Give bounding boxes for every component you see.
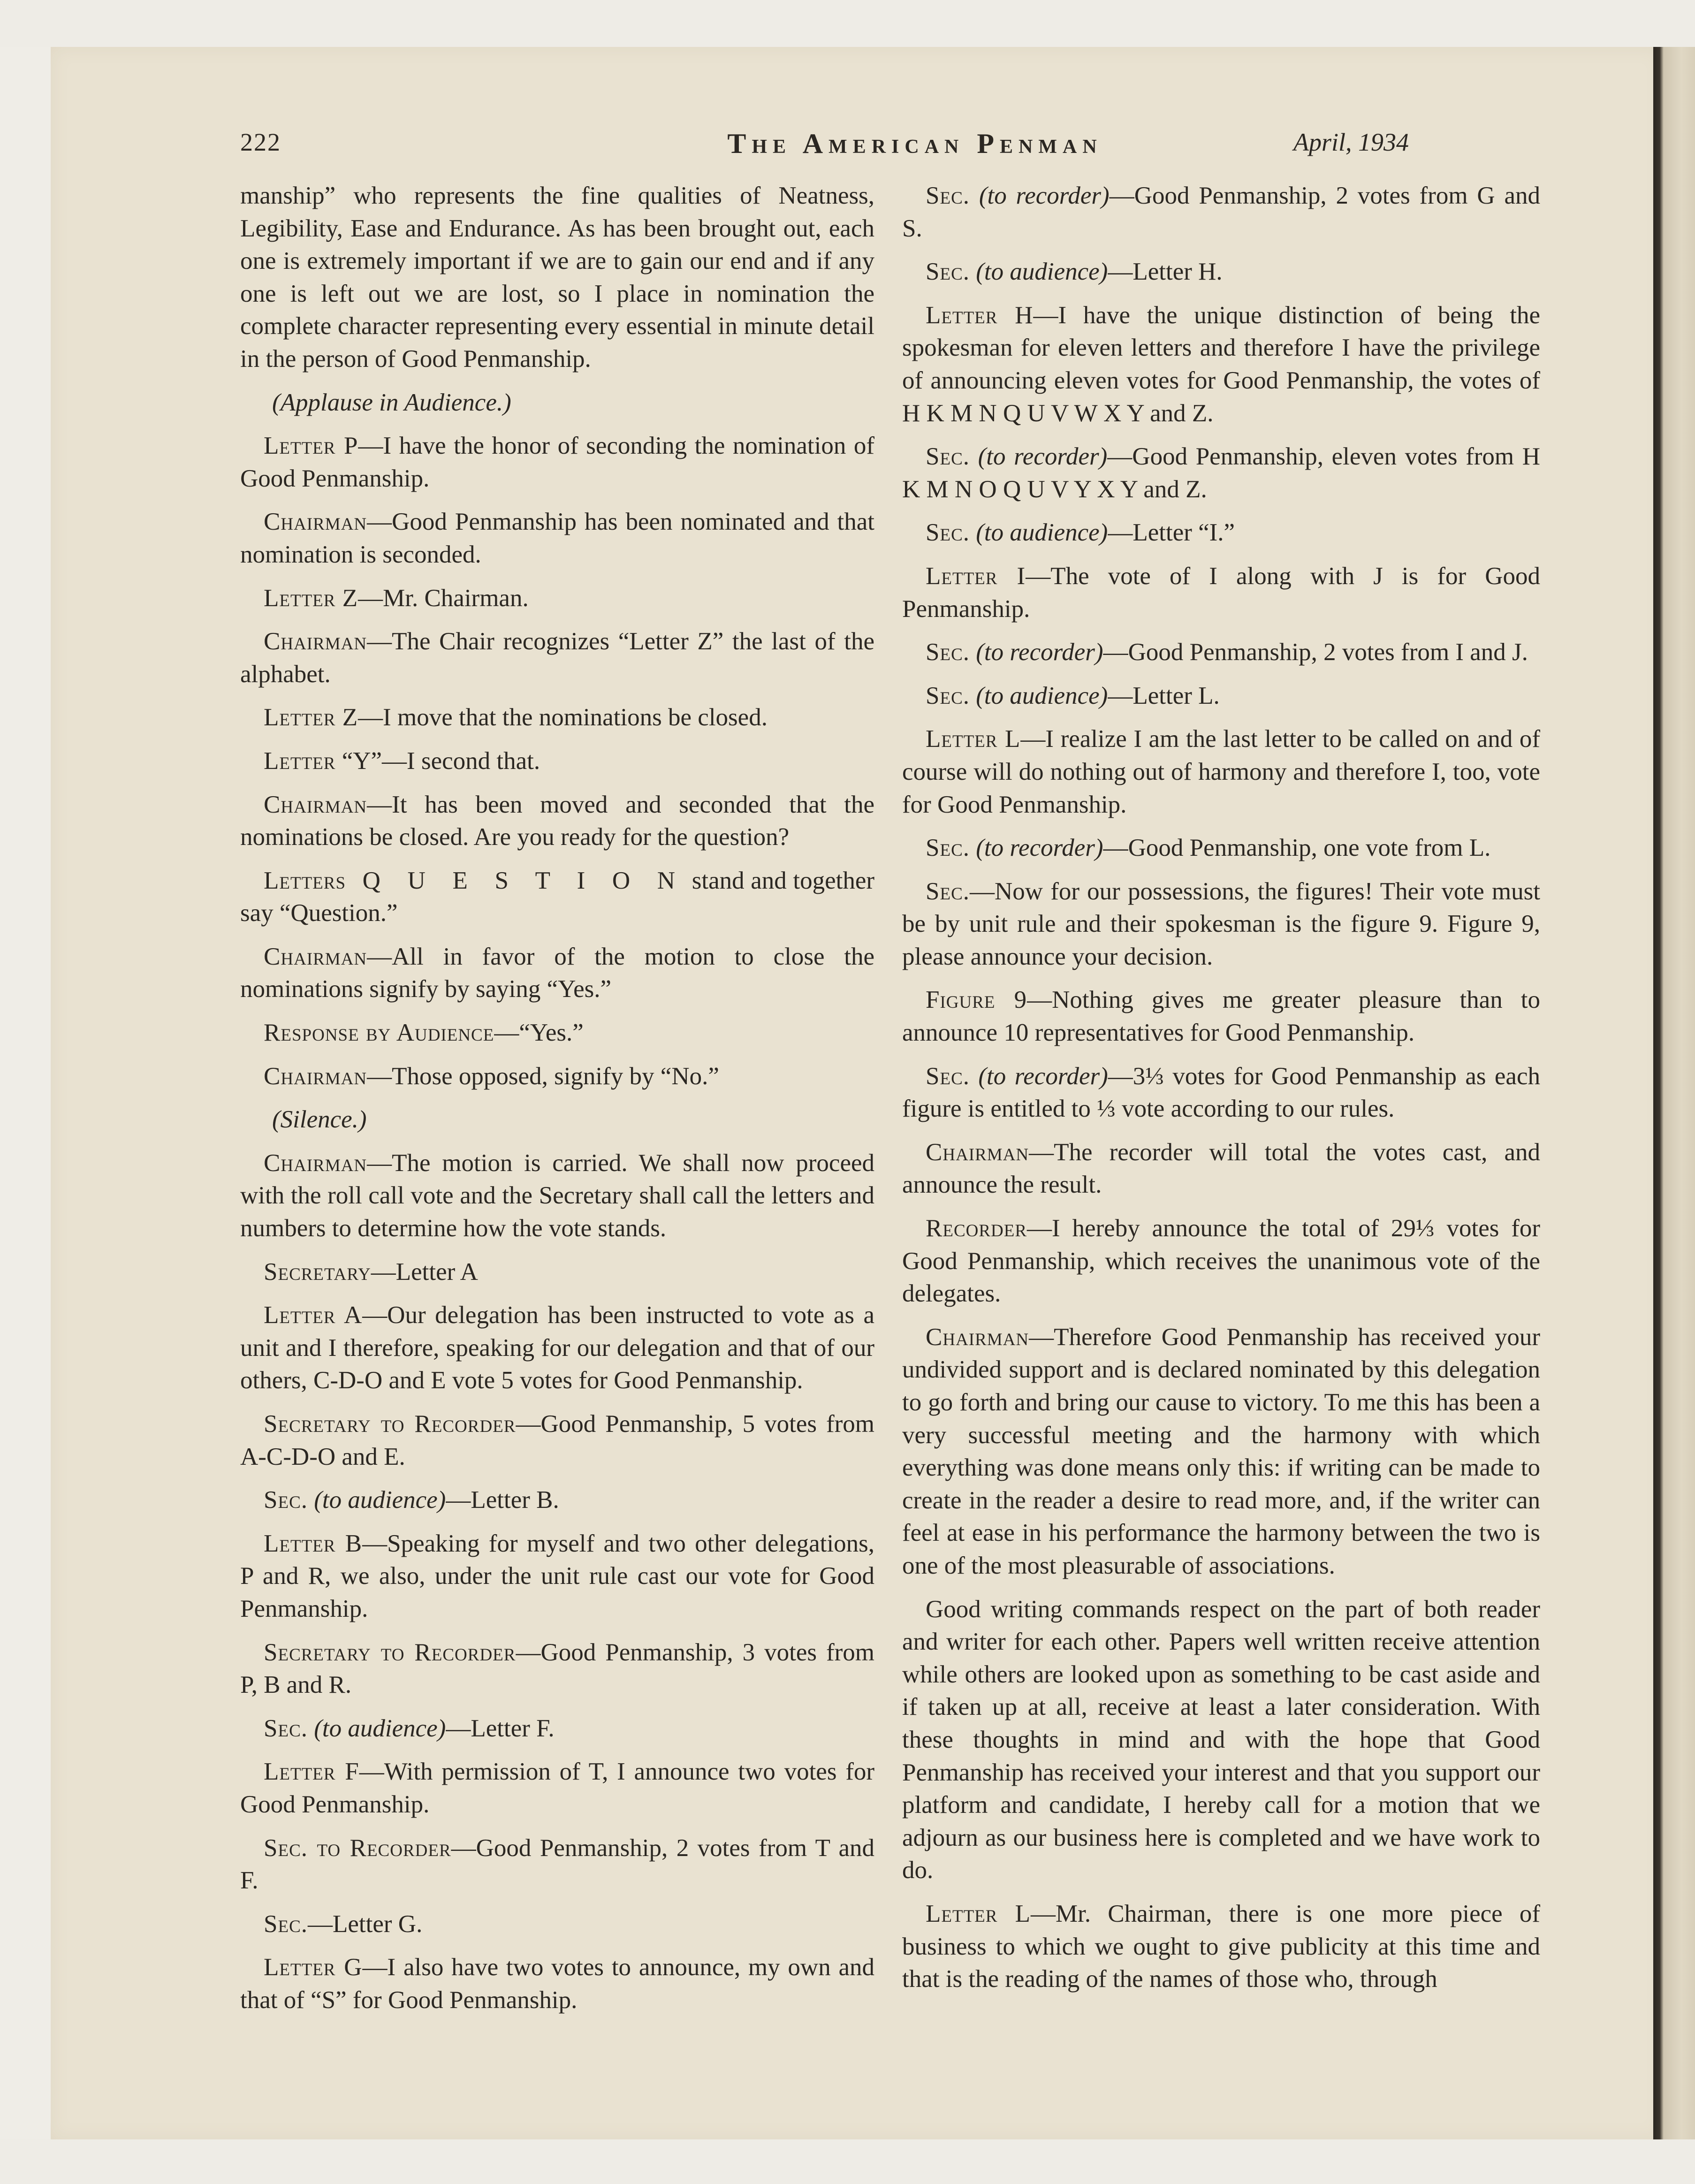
paragraph-text: —Letter L.	[1108, 682, 1220, 709]
dialogue-paragraph	[902, 441, 1540, 506]
stage-direction-inline: (to audience)	[970, 682, 1108, 709]
dialogue-paragraph	[240, 1832, 874, 1897]
paragraph-text: —“Yes.”	[494, 1019, 584, 1047]
dialogue-paragraph	[902, 636, 1540, 669]
dialogue-paragraph	[240, 1408, 874, 1473]
stage-direction-inline: (to recorder)	[970, 639, 1103, 666]
dialogue-paragraph	[902, 984, 1540, 1049]
speaker-name: Chairman	[264, 508, 367, 536]
dialogue-paragraph	[240, 745, 874, 778]
paragraph-text: —Nothing gives me greater pleasure than to announce 10 representatives for Good Penmanship.	[902, 986, 1540, 1047]
dialogue-paragraph	[240, 430, 874, 495]
paragraph-text: —All in favor of the motion to close the nominations signify by saying “Yes.”	[240, 943, 874, 1003]
dialogue-paragraph	[902, 1212, 1540, 1310]
body-paragraph	[240, 180, 874, 376]
dialogue-paragraph	[902, 517, 1540, 549]
dialogue-paragraph	[902, 1321, 1540, 1583]
speaker-name: Sec.	[264, 1714, 308, 1742]
paragraph-text: —Letter G.	[308, 1910, 423, 1938]
dialogue-paragraph	[240, 1484, 874, 1517]
paragraph-text: —Letter F.	[446, 1714, 555, 1742]
speaker-name: Chairman	[264, 628, 367, 655]
speaker-name: Sec. to Recorder	[264, 1834, 451, 1862]
speaker-name: Chairman	[264, 943, 367, 970]
paragraph-text: manship” who represents the fine qualities of Neatness, Legibility, Ease and Endurance. As has been brought out, each one is extremely important if we are to gain our end and if any one is left out we are lost, so I place in nomination the complete character representing every essential in minute detail in the person of Good Penmanship.	[240, 182, 874, 373]
paragraph-text: —I also have two votes to announce, my own and that of “S” for Good Penmanship.	[240, 1954, 874, 2014]
stage-direction-inline: (to recorder)	[970, 1062, 1108, 1090]
dialogue-paragraph	[240, 1951, 874, 2017]
speaker-name: Sec.	[926, 182, 970, 209]
paragraph-text: —The motion is carried. We shall now proceed with the roll call vote and the Secretary shall call the letters and numbers to determine how the vote stands.	[240, 1149, 874, 1242]
dialogue-paragraph	[902, 180, 1540, 245]
dialogue-paragraph	[902, 680, 1540, 713]
issue-date: April, 1934	[1293, 128, 1409, 156]
paragraph-text: —Now for our possessions, the figures! Their vote must be by unit rule and their spokesman is the figure 9. Figure 9, please announce your decision.	[902, 877, 1540, 970]
spaced-letters: Q U E S T I O N	[346, 867, 686, 894]
dialogue-paragraph	[240, 701, 874, 734]
speaker-name: Letter A	[264, 1301, 363, 1329]
page-number: 222	[240, 128, 281, 156]
speaker-name: Sec.	[926, 639, 970, 666]
speaker-name: Secretary to Recorder	[264, 1638, 516, 1666]
speaker-name: Response by Audience	[264, 1019, 494, 1047]
speaker-name: Sec.	[926, 877, 970, 905]
speaker-name: Letter	[264, 747, 336, 775]
stage-direction-inline: (to audience)	[970, 258, 1108, 286]
paragraph-text: —With permission of T, I announce two votes for Good Penmanship.	[240, 1758, 875, 1818]
dialogue-paragraph	[240, 1756, 874, 1821]
paragraph-text: —Therefore Good Penmanship has received your undivided support and is declared nominated by this delegation to go forth and bring our cause to victory. To me this has been a very successful meeting and the harmony with which everything was done means only this: if writing can be made to create in the reader a desire to read more, and, if the writer can feel at ease in his performance the harmony between the two is one of the most pleasurable of associations.	[902, 1323, 1540, 1579]
dialogue-paragraph	[902, 875, 1540, 974]
paragraph-text: —It has been moved and seconded that the nominations be closed. Are you ready for the question?	[240, 791, 874, 851]
dialogue-paragraph	[240, 789, 874, 854]
stage-direction-inline: (to audience)	[308, 1486, 446, 1514]
dialogue-paragraph	[902, 560, 1540, 625]
dialogue-paragraph	[240, 1528, 874, 1626]
paragraph-text: —3⅓ votes for Good Penmanship as each figure is entitled to ⅓ vote according to our rules.	[902, 1062, 1540, 1123]
paragraph-text: —I hereby announce the total of 29⅓ votes for Good Penmanship, which receives the unanimous vote of the delegates.	[902, 1215, 1540, 1308]
dialogue-paragraph	[240, 1636, 874, 1702]
paragraph-text: —The Chair recognizes “Letter Z” the last of the alphabet.	[240, 628, 874, 688]
speaker-name: Letter Z	[264, 704, 358, 731]
speaker-name: Letter L	[926, 725, 1021, 753]
paragraph-text: —Good Penmanship has been nominated and that nomination is seconded.	[240, 508, 874, 568]
speaker-name: Chairman	[264, 1149, 367, 1177]
dialogue-paragraph	[902, 299, 1540, 430]
paragraph-text: —I have the honor of seconding the nomination of Good Penmanship.	[240, 432, 875, 492]
speaker-name: Sec.	[926, 519, 970, 547]
speaker-name: Chairman	[264, 1062, 367, 1090]
paragraph-text: —Good Penmanship, 2 votes from G and S.	[902, 182, 1540, 242]
speaker-name: Letter P	[264, 432, 358, 460]
paragraph-text: —Good Penmanship, eleven votes from H K M N O Q U V Y X Y and Z.	[902, 443, 1540, 503]
paragraph-text: —Good Penmanship, 2 votes from T and F.	[240, 1834, 874, 1895]
speaker-name: Sec.	[264, 1486, 308, 1514]
journal-title: The American Penman	[727, 128, 1102, 159]
speaker-name: Sec.	[264, 1910, 308, 1938]
dialogue-paragraph	[240, 506, 874, 571]
paragraph-text: —Mr. Chairman.	[358, 584, 529, 612]
paragraph-text: —I move that the nominations be closed.	[358, 704, 768, 731]
paragraph-text: —Letter H.	[1108, 258, 1223, 286]
speaker-name: Sec.	[926, 258, 970, 286]
dialogue-paragraph	[240, 1017, 874, 1050]
scan-border-bottom	[0, 2139, 1695, 2184]
paragraph-text: —I have the unique distinction of being the spokesman for eleven letters and therefore I have the privilege of announcing eleven votes for Good Penmanship, the votes of H K M N Q U V W X Y and Z.	[902, 301, 1540, 427]
speaker-name: Chairman	[926, 1138, 1029, 1166]
speaker-name: Secretary to Recorder	[264, 1410, 516, 1438]
speaker-name: Sec.	[926, 1062, 970, 1090]
paragraph-text: —The recorder will total the votes cast, and announce the result.	[902, 1138, 1540, 1199]
stage-direction-text: (Applause in Audience.)	[272, 388, 511, 416]
paragraph-text: Good writing commands respect on the part of both reader and writer for each other. Papers well written receive attention while others are looked upon as something to be cast aside and if taken up at all, receive at least a later consideration. With these thoughts in mind and with the hope that Good Penmanship has received your interest and that you support our platform and candidate, I hereby call for a motion that we adjourn as our business here is completed and we have work to do.	[902, 1595, 1540, 1884]
stage-direction-inline: (to recorder)	[970, 182, 1110, 209]
stage-direction-inline: (to audience)	[970, 519, 1108, 547]
dialogue-paragraph	[240, 1712, 874, 1745]
speaker-name: Sec.	[926, 834, 970, 862]
speaker-name: Recorder	[926, 1215, 1027, 1242]
next-page-edge	[1653, 47, 1695, 2139]
paragraph-text: —Good Penmanship, 5 votes from A-C-D-O and E.	[240, 1410, 874, 1470]
speaker-name: Sec.	[926, 682, 970, 709]
dialogue-paragraph	[902, 256, 1540, 289]
paragraph-text: —Letter A	[371, 1258, 478, 1286]
speaker-name: Letter G	[264, 1954, 363, 1981]
paragraph-text: —Good Penmanship, 3 votes from P, B and R.	[240, 1638, 874, 1699]
scan-border-top	[0, 0, 1695, 47]
dialogue-paragraph	[902, 723, 1540, 821]
paragraph-text: —Letter “I.”	[1108, 519, 1235, 547]
dialogue-paragraph	[240, 625, 874, 691]
dialogue-paragraph	[240, 582, 874, 615]
stage-direction-text: (Silence.)	[272, 1106, 367, 1134]
speaker-name: Letters	[264, 867, 346, 894]
dialogue-paragraph	[902, 1136, 1540, 1202]
speaker-name: Letter Z	[264, 584, 358, 612]
paragraph-text: —I realize I am the last letter to be called on and of course will do nothing out of harmony and therefore I, too, vote for Good Penmanship.	[902, 725, 1540, 818]
speaker-name: Chairman	[264, 791, 367, 818]
stage-direction	[240, 387, 874, 419]
speaker-name: Letter L	[926, 1900, 1031, 1927]
paragraph-text: —Good Penmanship, one vote from L.	[1103, 834, 1491, 862]
dialogue-paragraph	[902, 1060, 1540, 1126]
dialogue-paragraph	[902, 832, 1540, 865]
paragraph-text: —Letter B.	[446, 1486, 559, 1514]
paragraph-text: —Speaking for myself and two other delegations, P and R, we also, under the unit rule cast our vote for Good Penmanship.	[240, 1530, 875, 1622]
paragraph-text: —Those opposed, signify by “No.”	[367, 1062, 719, 1090]
dialogue-paragraph	[240, 1299, 874, 1397]
dialogue-paragraph	[240, 1060, 874, 1093]
speaker-name: Figure 9	[926, 986, 1027, 1014]
speaker-name: Chairman	[926, 1323, 1029, 1351]
paragraph-text: —Good Penmanship, 2 votes from I and J.	[1103, 639, 1528, 666]
stage-direction-inline: (to audience)	[308, 1714, 446, 1742]
right-text-column	[902, 180, 1540, 2007]
dialogue-paragraph	[902, 1898, 1540, 1996]
left-text-column	[240, 180, 874, 2028]
stage-direction-inline: (to recorder)	[970, 834, 1103, 862]
dialogue-paragraph	[240, 941, 874, 1006]
paragraph-text: “Y”—I second that.	[335, 747, 540, 775]
dialogue-paragraph	[240, 1256, 874, 1289]
dialogue-paragraph	[240, 1147, 874, 1245]
speaker-name: Letter H	[926, 301, 1034, 329]
stage-direction	[240, 1103, 874, 1136]
dialogue-paragraph	[240, 865, 874, 930]
speaker-name: Sec.	[926, 443, 970, 471]
speaker-name: Letter B	[264, 1530, 363, 1557]
paragraph-text: stand and together say “Question.”	[240, 867, 875, 927]
paragraph-text: —Mr. Chairman, there is one more piece of business to which we ought to give publicity at this time and that is the reading of the names of those who, through	[902, 1900, 1540, 1993]
speaker-name: Secretary	[264, 1258, 371, 1286]
stage-direction-inline: (to recorder)	[970, 443, 1108, 471]
body-paragraph	[902, 1593, 1540, 1887]
speaker-name: Letter I	[926, 562, 1026, 590]
paragraph-text: —The vote of I along with J is for Good Penmanship.	[902, 562, 1540, 623]
dialogue-paragraph	[240, 1908, 874, 1941]
paragraph-text: —Our delegation has been instructed to vote as a unit and I therefore, speaking for our delegation and that of our others, C-D-O and E vote 5 votes for Good Penmanship.	[240, 1301, 875, 1394]
speaker-name: Letter F	[264, 1758, 359, 1786]
